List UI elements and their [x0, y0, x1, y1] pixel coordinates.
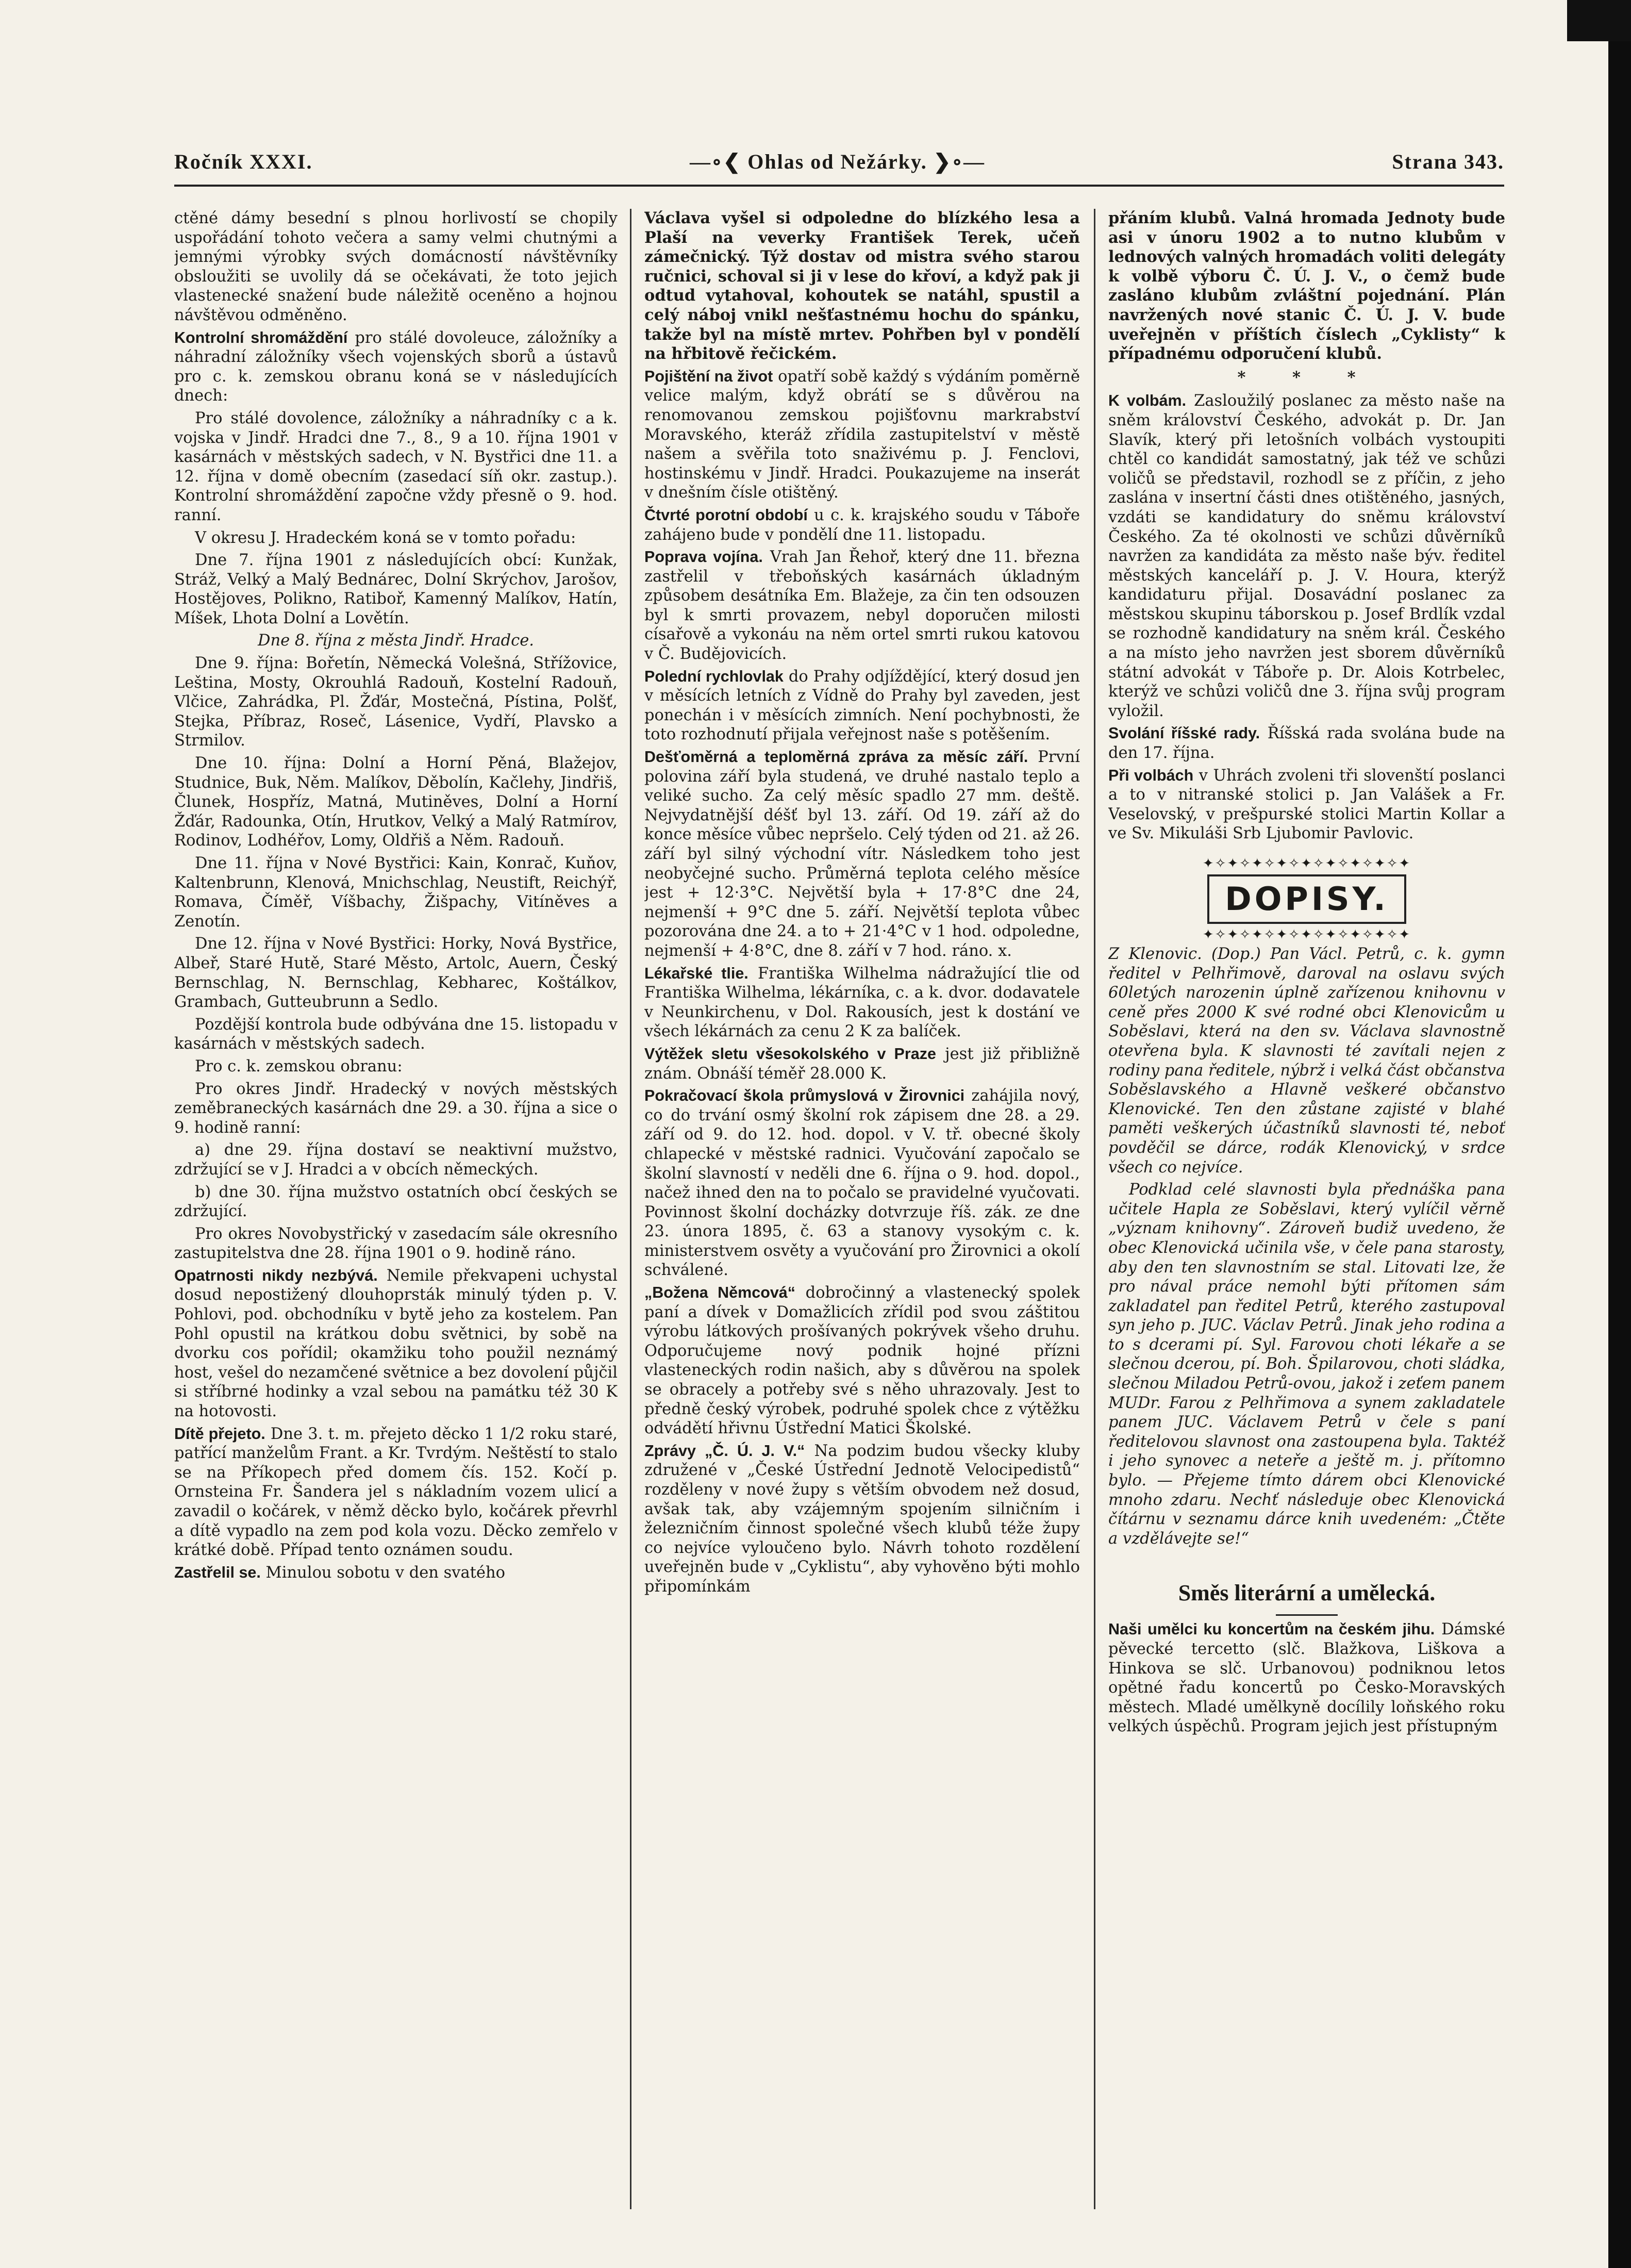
article-heading: Zastřelil se.: [174, 1563, 261, 1581]
article-text: Nemile překvapeni uchystal dosud nepostižený dlouhoprsták minulý týden p. V. Pohlovi, pod. obchodníku v bytě jeho za kostelem. Pan Pohl opustil na krátkou dobu světnici, by sobě na dvorku cos pořídil; okamžiku toho použil neznámý host, vešel do nezamčené světnice a bez dovolení půjčil si stříbrné hodinky a vzal sebou na památku též 30 K na hotovosti.: [174, 1266, 618, 1421]
article-paragraph: [174, 754, 618, 851]
article-paragraph: [174, 934, 618, 1012]
article-text: V okresu J. Hradeckém koná se v tomto pořadu:: [195, 528, 576, 547]
dopisy-heading: DOPISY.: [1207, 874, 1406, 924]
article-paragraph: [174, 1224, 618, 1263]
article-paragraph: [174, 409, 618, 525]
article-paragraph: [174, 1183, 618, 1221]
article-paragraph: [644, 367, 1080, 503]
article-paragraph: [174, 1425, 618, 1560]
article-paragraph: [174, 654, 618, 751]
article-paragraph: [1108, 391, 1505, 721]
article-heading: Pokračovací škola průmyslová v Žirovnici: [644, 1087, 965, 1105]
ornament-line: ✦✧✦✧✦✧✦✧✦✧✦✧✦✧✦✧✦: [1202, 856, 1411, 871]
article-heading: Polední rychlovlak: [644, 667, 784, 685]
article-text: Na podzim budou všecky kluby združené v „České Ústřední Jednotě Velocipedistů“ rozděleny v nové župy s větším obvodem než dosud, avšak tak, aby vzájemným spojením silničním i železničním činnost společné všech klubů téže župy co nejvíce vyloučeno bylo. Návrh tohoto rozdělení uveřejněn bude v „Cyklistu“, aby vyhověno býti mohlo připomínkám: [644, 1442, 1080, 1596]
article-text: v Uhrách zvoleni tři slovenští poslanci a to v nitranské stolici p. Jan Valášek a Fr. Veselovský, v prešpurské stolici Martin Kollar a ve Sv. Mikuláši Srb Ljubomir Pavlovic.: [1108, 766, 1505, 843]
column-rule: [1094, 209, 1095, 2209]
article-heading: Svolání říšské rady.: [1108, 724, 1260, 742]
article-paragraph: [644, 667, 1080, 744]
article-text: Zasloužilý poslanec za město naše na sněm království Českého, advokát p. Dr. Jan Slavík, který při letošních volbách vystoupiti chtěl co kandidát samostatný, jak též ve schůzi voličů se představil, rozhodl se z příčin, z jeho zaslána v insertní části dnes otištěného, jasných, vzdáti se kandidatury do sněmu království Českého. Za té okolnosti ve schůzi důvěrníků navržen za kandidáta za město naše býv. ředitel městských kanceláří p. J. V. Houra, kterýž kandidaturu přijal. Dosavádní poslanec za městskou skupinu táborskou p. Josef Brdlík vzdal se rozhodně kandidatury na sněm král. Českého a na místo jeho navržen jest sborem důvěrníků státní advokát v Táboře p. Dr. Alois Kotrbelec, kterýž ve schůzi voličů dne 3. října svůj program vyložil.: [1108, 392, 1505, 720]
article-paragraph: [174, 528, 618, 548]
page-header: [174, 150, 1504, 180]
article-heading: Při volbách: [1108, 766, 1194, 784]
article-heading: Dešťoměrná a teploměrná zpráva za měsíc září.: [644, 748, 1028, 766]
article-paragraph: [1108, 209, 1505, 364]
article-paragraph: [644, 209, 1080, 364]
article-paragraph: [174, 1057, 618, 1077]
article-text: a) dne 29. října dostaví se neaktivní mužstvo, zdržující se v J. Hradci a v obcích německých.: [174, 1141, 618, 1179]
article-text: Minulou sobotu v den svatého: [260, 1563, 505, 1582]
article-heading: Dítě přejeto.: [174, 1425, 265, 1443]
article-text: Z Klenovic. (Dop.) Pan Václ. Petrů, c. k. gymn ředitel v Pelhřimově, daroval na oslavu svých 60letých narozenin úplně zařízenou knihovnu v ceně přes 2000 K své rodné obci Klenovicům u Soběslavi, která na den sv. Václava slavnostně otevřena byla. K slavnosti té zavítali nejen z rodiny pana ředitele, nýbrž i velká část občanstva Soběslavského a Hlavně veškeré občanstvo Klenovické. Ten den zůstane zajisté v blahé paměti veškerých účastníků slavnosti té, neboť povděčil se dárce, rodák Klenovický, v srdce všech co nejvíce.: [1108, 945, 1505, 1177]
article-text: dobročinný a vlastenecký spolek paní a dívek v Domažlicích zřídil pod svou záštitou výrobu látkových prošívaných pokrývek všeho druhu. Odporučujeme nový podnik hojné přízni vlasteneckých rodin našich, aby s důvěrou na spolek se obracely a potřeby své s něho uhrazovaly. Jest to předně český výrobek, podruhé spolek chce z výtěžku odvádětí hřivnu Ústřední Matici Školské.: [644, 1284, 1080, 1438]
column-rule: [630, 209, 631, 2209]
article-text: Františka Wilhelma nádražující tlie od Františka Wilhelma, lékárníka, c. a k. dvor. dodavatele v Neunkirchenu, v Dol. Rakousích, jest k dostání ve všech lékárnách za cenu 2 K za balíček.: [644, 964, 1080, 1041]
article-paragraph: [1108, 766, 1505, 843]
article-paragraph: [174, 328, 618, 406]
article-paragraph: [174, 1563, 618, 1583]
article-heading: Lékařské tlie.: [644, 964, 748, 982]
article-text: ctěné dámy besední s plnou horlivostí se chopily uspořádání tohoto večera a samy velmi chutnými a jemnými výrobky svých domácností návštěvníky obsloužiti se uvolily dá se očekávati, že toto jejich vlastenecké snažení bude náležitě oceněno a hojnou návštěvou odměněno.: [174, 209, 618, 324]
article-text: Podklad celé slavnosti byla přednáška pana učitele Hapla ze Soběslavi, který vylíčil věrně „význam knihovny“. Zároveň budiž uvedeno, že obec Klenovická učinila vše, v čele pana starosty, aby den ten slavnostním se stal. Litovati lze, že pro nával práce nemohl býti přítomen sám zakladatel pan ředitel Petrů, kterého zastupoval syn jeho p. JUC. Václav Petrů. Jinak jeho rodina a to s dcerami pí. Syl. Farovou choti lékaře a se slečnou dcerou, pí. Boh. Špilarovou, choti sládka, slečnou Miladou Petrů-ovou, jakož i zeťem panem MUDr. Farou z Pelhřimova a synem zakladatele panem JUC. Václavem Petrů v čele s paní ředitelovou slavnost ona zastoupena byla. Taktéž i jeho synovec a neteře a ještě m. j. přítomno bylo. — Přejeme tímto dárem obci Klenovické mnoho zdaru. Nechť následuje obec Klenovická čítárnu v seznamu dárce knih uvedeném: „Čtěte a vzdělávejte se!“: [1108, 1181, 1505, 1548]
article-paragraph: [174, 209, 618, 325]
header-rule: [174, 185, 1504, 187]
article-text: pro stálé dovoleuce, záložníky a náhradní záložníky všech vojenských sborů a ústavů pro c. k. zemskou obranu koná se v následujících dnech:: [174, 328, 618, 405]
article-heading: Kontrolní shromáždění: [174, 328, 348, 346]
article-paragraph: [644, 1045, 1080, 1083]
column-2: [644, 209, 1080, 2209]
article-text: První polovina září byla studená, ve druhé nastalo teplo a veliké sucho. Za celý měsíc spadlo 27 mm. deště. Nejvydatnější déšť byl 13. září. Od 19. září až do konce měsíce vůbec nepršelo. Celý týden od 21. až 26. září byl silný východní vítr. Následkem toho jest neobyčejné sucho. Průměrná teplota celého měsíce jest + 12·3°C. Největší byla + 17·8°C dne 24, nejmenší + 9°C dne 5. září. Největší teplota vůbec pozorována dne 24. a to + 21·4°C v 1 hod. odpoledne, nejmenší + 4·8°C, dne 8. září v 7 hod. ráno. x.: [644, 748, 1080, 960]
article-paragraph: [644, 964, 1080, 1041]
section-title: Směs literární a umělecká.: [1178, 1580, 1436, 1606]
article-text: u c. k. krajského soudu v Táboře zahájeno bude v pondělí dne 11. listopadu.: [644, 506, 1080, 544]
article-paragraph: [174, 1140, 618, 1179]
article-paragraph: [644, 506, 1080, 544]
article-text: opatří sobě každý s výdáním poměrně velice malým, když obrátí se s důvěrou na renomovanou zemskou pojišťovnu markrabství Moravského, kteráž zřídila zastupitelství v městě našem a svěřila toto snaživému p. J. Fenclovi, hostinskému v Jindř. Hradci. Poukazujeme na inserát v dnešním čísle otištěný.: [644, 367, 1080, 502]
article-heading: Zprávy „Č. Ú. J. V.“: [644, 1442, 805, 1460]
article-paragraph: [174, 1266, 618, 1421]
volume-label: Ročník XXXI.: [174, 150, 313, 173]
article-paragraph: [644, 1442, 1080, 1597]
page-number: Strana 343.: [1392, 150, 1504, 173]
article-paragraph: [174, 551, 618, 628]
short-rule: [1276, 1614, 1338, 1616]
article-heading: Opatrnosti nikdy nezbývá.: [174, 1266, 378, 1284]
article-text: Václava vyšel si odpoledne do blízkého lesa a Plaší na veverky František Terek, učeň zámečnický. Týž dostav od mistra svého starou ručnici, schoval si ji v lese do křoví, a když pak ji odtud vytahoval, kohoutek se natáhl, spustil a celý náboj vnikl nešťastnému hochu do spánku, takže byl na místě mrtev. Pohřben byl v pondělí na hřbitově řečickém.: [644, 209, 1080, 363]
article-paragraph: [174, 1015, 618, 1054]
article-text: Dne 10. října: Dolní a Horní Pěná, Blažejov, Studnice, Buk, Něm. Malíkov, Děbolín, Kačlehy, Jindřiš, Člunek, Hospříz, Matná, Mutiněves, Dolní a Horní Žďár, Radounka, Otín, Hrutkov, Velký a Malý Ratmírov, Rodinov, Lodhéřov, Lomy, Oldřiš a Něm. Radouň.: [174, 754, 618, 850]
article-text: Říšská rada svolána bude na den 17. října.: [1108, 724, 1505, 763]
article-text: * * *: [1237, 368, 1376, 387]
article-paragraph: [174, 854, 618, 931]
article-paragraph: [644, 1086, 1080, 1280]
article-paragraph: [1108, 1180, 1505, 1548]
article-text: Dne 8. října z města Jindř. Hradce.: [258, 632, 534, 650]
article-text: Dne 12. října v Nové Bystřici: Horky, Nová Bystřice, Albeř, Staré Hutě, Staré Město, Artolc, Auern, Český Bernschlag, N. Bernschlag, Kebharec, Koštálkov, Grambach, Gutteubrunn a Sedlo.: [174, 935, 618, 1012]
article-text: jest již přibližně znám. Obnáší téměř 28.000 K.: [644, 1045, 1080, 1083]
article-paragraph: [644, 748, 1080, 961]
article-text: Pro stálé dovolence, záložníky a náhradníky c a k. vojska v Jindř. Hradci dne 7., 8., 9 a 10. října 1901 v kasárnách v městských sadech, v N. Bystřici dne 11. a 12. října v domě obecním (zasedací síň okr. zastup.). Kontrolní shromáždění započne vždy přesně o 9. hod. ranní.: [174, 409, 618, 524]
article-heading: „Božena Němcová“: [644, 1284, 796, 1302]
article-text: Dámské pěvecké tercetto (slč. Blažkova, Liškova a Hinkova se slč. Urbanovou) podniknou letos opětné řadu koncertů po Česko-Moravských městech. Mladé umělkyně docílily loňského roku velkých úspěchů. Program jejich jest přístupným: [1108, 1620, 1505, 1736]
article-text: Vrah Jan Řehoř, který dne 11. března zastřelil v třeboňských kasárnách úkladným způsobem desátníka Em. Blažeje, za čin ten odsouzen byl k smrti provazem, nebyl doporučen milosti císařově a vykonáu na něm ortel smrti rukou katovou v Č. Budějovicích.: [644, 548, 1080, 664]
article-text: Pro okres Jindř. Hradecký v nových městských zeměbraneckých kasárnách dne 29. a 30. října a sice o 9. hodině ranní:: [174, 1080, 618, 1137]
article-paragraph: [174, 1080, 618, 1138]
article-heading: Výtěžek sletu všesokolského v Praze: [644, 1045, 936, 1063]
column-1: [174, 209, 618, 2209]
separator-stars: [1108, 368, 1505, 388]
article-text: Pozdější kontrola bude odbývána dne 15. listopadu v kasárnách v městských sadech.: [174, 1015, 618, 1053]
article-text: Pro okres Novobystřický v zasedacím sále okresního zastupitelstva dne 28. října 1901 o 9. hodině ráno.: [174, 1224, 618, 1263]
article-paragraph: [1108, 724, 1505, 763]
article-heading: Poprava vojína.: [644, 548, 763, 566]
article-paragraph: [1108, 1620, 1505, 1736]
dopisy-section-banner: [1108, 856, 1505, 942]
article-text: b) dne 30. října mužstvo ostatních obcí českých se zdržující.: [174, 1183, 618, 1221]
article-paragraph: [174, 631, 618, 651]
article-heading: Čtvrté porotní období: [644, 506, 808, 524]
article-text: přáním klubů. Valná hromada Jednoty bude asi v únoru 1902 a to nutno klubům v lednových valných hromadách voliti delegáty k volbě výboru Č. Ú. J. V., o čemž bude zasláno klubům zvláštní pojednání. Plán navržených nové stanic Č. Ú. J. V. bude uveřejněn v příštích číslech „Cyklisty“ k případnému odporučení klubů.: [1108, 209, 1505, 363]
article-heading: K volbám.: [1108, 392, 1187, 410]
article-text: do Prahy odjíždějící, který dosud jen v měsících letních z Vídně do Prahy byl zaveden, jest ponechán i v měsících zimních. Není pochybnosti, že toto rozhodnutí přijala veřejnost naše s potěšením.: [644, 667, 1080, 744]
article-text: Dne 9. října: Bořetín, Německá Volešná, Střížovice, Leština, Mosty, Okrouhlá Radouň, Kostelní Radouň, Vlčice, Zahrádka, Pl. Žďár, Mostečná, Pístina, Polšť, Stejka, Příbraz, Roseč, Lásenice, Vydří, Plavsko a Strmilov.: [174, 654, 618, 750]
article-paragraph: [1108, 945, 1505, 1177]
scan-edge: [1608, 0, 1631, 2268]
article-paragraph: [644, 548, 1080, 664]
article-text: Dne 7. října 1901 z následujících obcí: Kunžak, Stráž, Velký a Malý Bednárec, Dolní Skrýchov, Jarošov, Hostějoves, Polikno, Ratiboř, Kamenný Malíkov, Hatín, Míšek, Lhota Dolní a Lovětín.: [174, 551, 618, 627]
article-heading: Naši umělci ku koncertům na českém jihu.: [1108, 1620, 1435, 1638]
article-text: Pro c. k. zemskou obranu:: [195, 1057, 403, 1075]
article-text: Dne 11. října v Nové Bystřici: Kain, Konrač, Kuňov, Kaltenbrunn, Klenová, Mnichschlag, Neustift, Reichýř, Romava, Číměř, Víšbachy, Žišpachy, Vitíněves a Zenotín.: [174, 854, 618, 931]
article-paragraph: [644, 1283, 1080, 1438]
article-text: Dne 3. t. m. přejeto děcko 1 1/2 roku staré, patřící manželům Frant. a Kr. Tvrdým. Neštěstí to stalo se na Příkopech před domem čís. 152. Kočí p. Ornsteina Fr. Šandera jel s nákladním vozem ulicí a zavadil o kočárek, v němž děcko bylo, kočárek převrhl a dítě vypadlo na zem pod kola vozu. Děcko zemřelo v krátké době. Případ tento oznámen soudu.: [174, 1425, 618, 1560]
article-text: zahájila nový, co do trvání osmý školní rok zápisem dne 28. a 29. září od 9. do 12. hod. dopol. v V. tř. obecné školy chlapecké v městské radnici. Vyučování započalo se školní slavností v neděli dne 6. října o 9. hod. dopol., načež ihned den na to počalo se pravidelné vyučovati. Povinnost školní docházky dotvrzuje říš. zák. ze dne 23. února 1895, č. 63 a stanovy vysokým c. k. ministerstvem osvěty a vyučování pro Žirovnici a okolí schválené.: [644, 1087, 1080, 1280]
ornament-line: ✦✧✦✧✦✧✦✧✦✧✦✧✦✧✦✧✦: [1202, 927, 1411, 942]
article-heading: Pojištění na život: [644, 367, 773, 385]
scan-corner: [1567, 0, 1631, 41]
column-3: [1108, 209, 1505, 2209]
newspaper-title: —∘❮ Ohlas od Nežárky. ❯∘—: [690, 150, 985, 173]
